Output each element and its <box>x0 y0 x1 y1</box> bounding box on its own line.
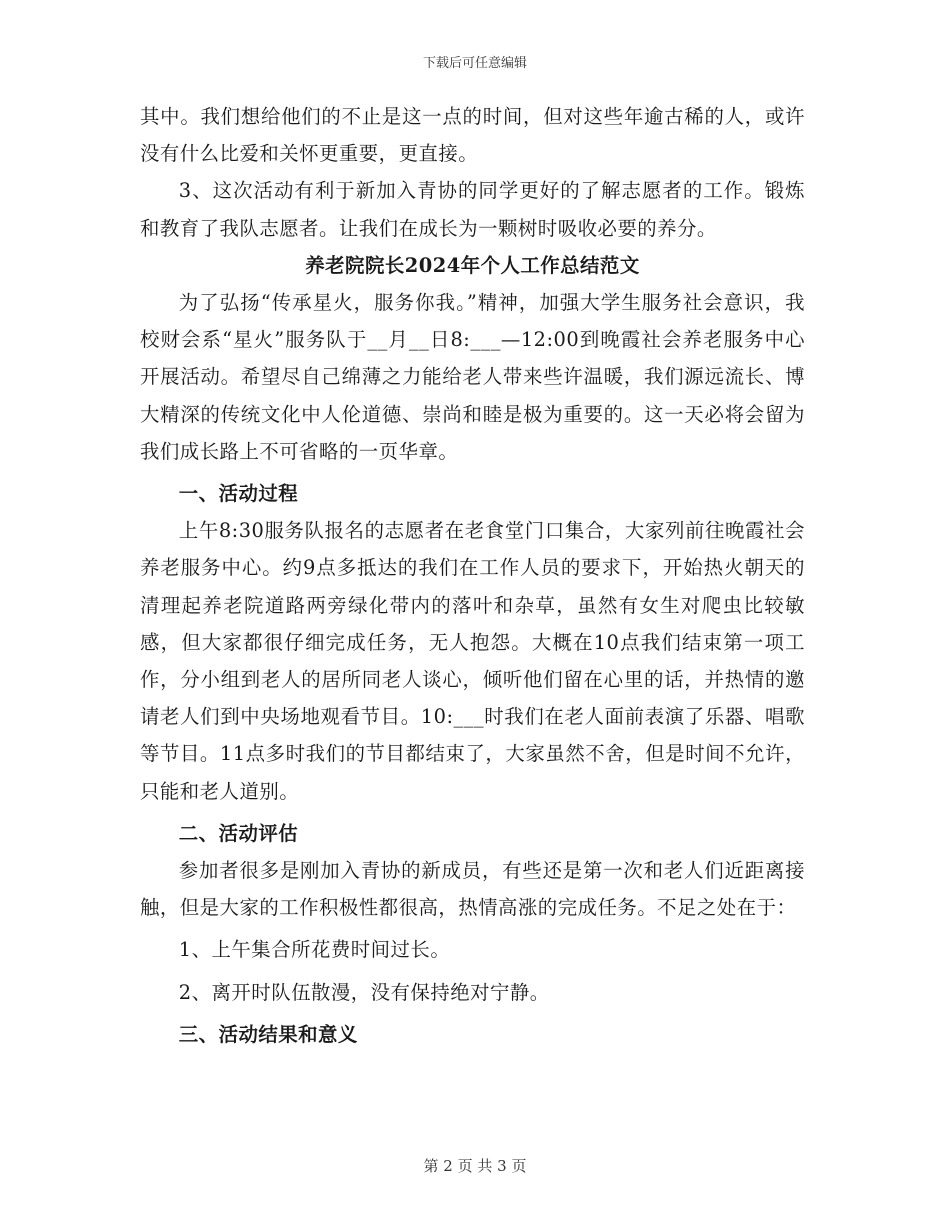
paragraph-continued: 其中。我们想给他们的不止是这一点的时间，但对这些年逾古稀的人，或许没有什么比爱和关怀更重要，更直接。 <box>140 105 805 166</box>
document-title: 养老院院长2024年个人工作总结范文 <box>305 253 640 277</box>
page-header-note: 下载后可任意编辑 <box>422 56 527 71</box>
paragraph-process: 上午8:30服务队报名的志愿者在老食堂门口集合，大家列前往晚霞社会养老服务中心。约9点多抵达的我们在工作人员的要求下，开始热火朝天的清理起养老院道路两旁绿化带内的落叶和杂草，虽然有女生对爬虫比较敏感，但大家都很仔细完成任务，无人抱怨。大概在10点我们结束第一项工作，分小组到老人的居所同老人谈心，倾听他们留在心里的话，并热情的邀请老人们到中央场地观看节目。10:___时我们在老人面前表演了乐器、唱歌等节目。11点多时我们的节目都结束了，大家虽然不舍，但是时间不允许，只能和老人道别。 <box>140 519 805 803</box>
list-item-1: 1、上午集合所花费时间过长。 <box>178 938 451 962</box>
section-heading-results: 三、活动结果和意义 <box>178 1022 358 1046</box>
document-body <box>140 98 805 1053</box>
list-item-2: 2、离开时队伍散漫，没有保持绝对宁静。 <box>178 980 550 1004</box>
section-heading-process: 一、活动过程 <box>178 482 299 506</box>
paragraph-intro: 为了弘扬“传承星火，服务你我。”精神，加强大学生服务社会意识，我校财会系“星火”服务队于__月__日8:___—12:00到晚霞社会养老服务中心开展活动。希望尽自己绵薄之力能给老人带来些许温暖，我们源远流长、博大精深的传统文化中人伦道德、崇尚和睦是极为重要的。这一天必将会留为我们成长路上不可省略的一页华章。 <box>140 291 805 463</box>
paragraph-evaluation: 参加者很多是刚加入青协的新成员，有些还是第一次和老人们近距离接触，但是大家的工作积极性都很高，热情高涨的完成任务。不足之处在于： <box>140 859 805 920</box>
paragraph-point-3: 3、这次活动有利于新加入青协的同学更好的了解志愿者的工作。锻炼和教育了我队志愿者。让我们在成长为一颗树时吸收必要的养分。 <box>140 179 805 240</box>
section-heading-evaluation: 二、活动评估 <box>178 821 299 845</box>
page-number: 第 2 页 共 3 页 <box>423 1157 527 1175</box>
